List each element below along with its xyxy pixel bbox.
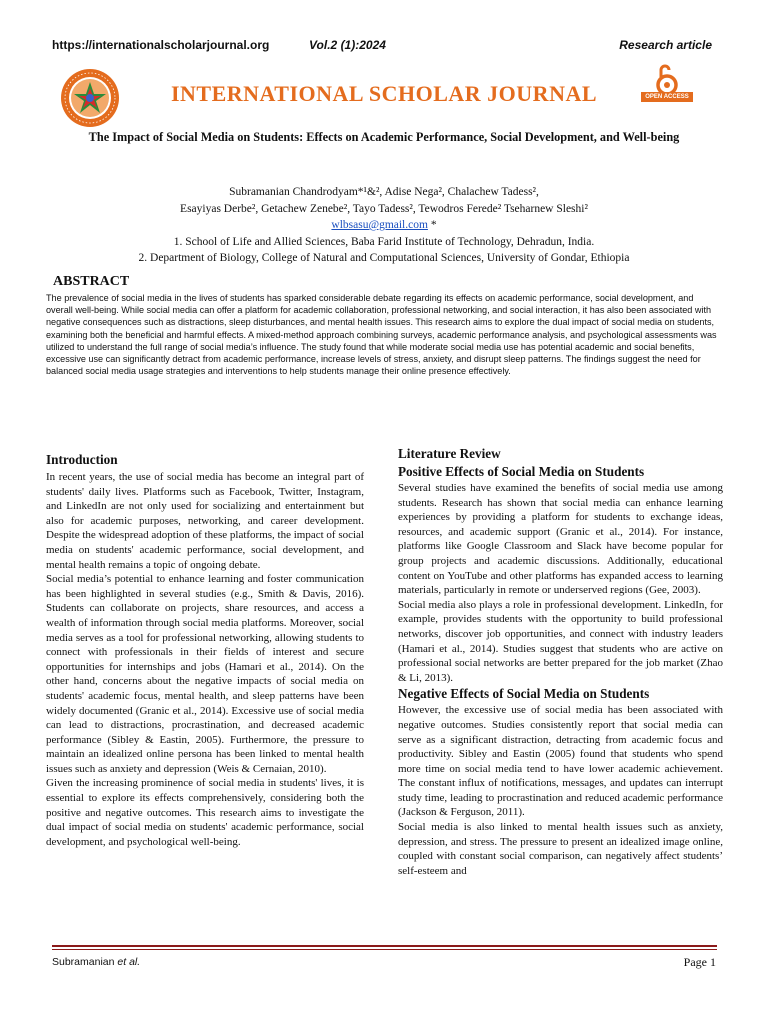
literature-column bbox=[398, 445, 723, 878]
volume-info: Vol.2 (1):2024 bbox=[309, 38, 386, 52]
footer-author bbox=[52, 956, 140, 968]
authors-line: Subramanian Chandrodyam*¹&², Adise Nega², Chalachew Tadess², bbox=[229, 186, 539, 198]
paragraph: Social media’s potential to enhance learning and foster communication has been highlighted in several studies (e.g., Smith & Davis, 2016). Students can collaborate on projects, share resources, and access a wealth of information through social media platforms. Moreover, social media serves as a tool for professional networking, allowing students to connect with professionals in their fields of interest and secure opportunities for internships and jobs (Hamari et al., 2014). On the other hand, concerns about the negative impacts of social media on students' academic focus, mental health, and sleep patterns have been widely documented (Granic et al., 2014). Excessive use of social media can lead to distractions, procrastination, and decreased academic performance (Sibley & Eastin, 2005). Furthermore, the pressure to maintain an idealized online persona has been linked to mental health issues such as anxiety and depression (Weis & Cernaian, 2010). bbox=[46, 573, 364, 775]
affiliation: 1. School of Life and Allied Sciences, Baba Farid Institute of Technology, Dehradun, India. bbox=[173, 235, 595, 248]
abstract-heading: ABSTRACT bbox=[53, 274, 130, 289]
paragraph: In recent years, the use of social media has become an integral part of students' daily lives. Platforms such as Facebook, Twitter, Instagram, and LinkedIn are not only used for socializing and entertainment but also for academic purposes, networking, and career development. Despite the widespread adoption of these platforms, the impact of social media on students' academic performance, social development, and mental health remains a topic of ongoing debate. bbox=[46, 471, 364, 571]
authors-line: Esayiyas Derbe², Getachew Zenebe², Tayo Tadess², Tewodros Ferede² Tseharnew Sleshi² bbox=[180, 202, 588, 215]
journal-name: INTERNATIONAL SCHOLAR JOURNAL bbox=[170, 81, 598, 106]
footer-divider bbox=[52, 949, 717, 950]
introduction-heading: Introduction bbox=[46, 452, 118, 467]
literature-review-heading: Literature Review bbox=[398, 446, 501, 461]
paragraph: Social media also plays a role in professional development. LinkedIn, for example, provides students with the opportunity to build professional networks, discover job opportunities, and connect with industry leaders (Hamari et al., 2014). Studies suggest that students who are active on professional social networks are better prepared for the job market (Zhao & Li, 2013). bbox=[398, 598, 723, 684]
abstract-body: The prevalence of social media in the lives of students has sparked considerable debate regarding its effects on academic performance, social development, and overall well-being. While social media can offer a platform for academic collaboration, professional networking, and social interaction, it has also been associated with negative consequences such as distractions, sleep disturbances, and mental health issues. This research aims to explore the dual impact of social media on students, examining both the beneficial and harmful effects. A mixed-method approach combining surveys, academic performance analysis, and psychological assessments was utilized to understand the full range of social media’s influence. The study found that while moderate social media use has potential academic and social benefits, excessive use can significantly detract from academic performance, increase levels of stress, anxiety, and disrupt sleep patterns. The findings suggest the need for balanced social media usage strategies and interventions to help students manage their online presence effectively. bbox=[46, 293, 717, 377]
author-block bbox=[0, 184, 768, 267]
email-marker: * bbox=[427, 219, 437, 231]
paragraph: Several studies have examined the benefits of social media use among students. Research has shown that social media can enhance learning experiences by providing a platform for students to exchange ideas, resources, and academic support (Granic et al., 2014). For instance, platforms like Google Classroom and Slack have become popular for group projects and academic discussions. Additionally, educational content on YouTube and other platforms has expanded access to learning materials, particularly in remote or underserved regions (Gee, 2003). bbox=[398, 482, 723, 597]
footer-divider bbox=[52, 945, 717, 947]
footer-author-name: Subramanian bbox=[52, 956, 115, 968]
positive-effects-heading: Positive Effects of Social Media on Students bbox=[398, 464, 645, 479]
paper-title: The Impact of Social Media on Students: Effects on Academic Performance, Social Development, and Well-being bbox=[88, 130, 680, 144]
affiliation: 2. Department of Biology, College of Natural and Computational Sciences, University of Gondar, Ethiopia bbox=[138, 252, 630, 264]
open-access-badge: OPEN ACCESS bbox=[641, 92, 693, 102]
corresponding-email-line bbox=[0, 217, 768, 234]
paragraph: However, the excessive use of social media has been associated with negative outcomes. Studies consistently report that social media can serve as a significant distraction, detracting from academic focus and productivity. Sibley and Eastin (2005) found that students who spend more time on social media tend to have lower academic achievement. The constant influx of notifications, messages, and updates can interrupt study time, leading to procrastination and reduced academic performance (Jackson & Ferguson, 2011). bbox=[398, 704, 723, 819]
paragraph: Social media is also linked to mental health issues such as anxiety, depression, and stress. The pressure to present an idealized image online, coupled with constant social comparison, can negatively affect students’ self-esteem and bbox=[398, 821, 723, 877]
introduction-column bbox=[46, 452, 364, 849]
email-link[interactable]: wlbsasu@gmail.com bbox=[331, 219, 428, 231]
journal-url[interactable]: https://internationalscholarjournal.org bbox=[52, 38, 270, 52]
paragraph: Given the increasing prominence of social media in students' lives, it is essential to explore its effects comprehensively, considering both the positive and negative outcomes. This research aims to investigate the dual impact of social media on students' academic performance, social development, and psychological well-being. bbox=[46, 777, 364, 848]
negative-effects-heading: Negative Effects of Social Media on Students bbox=[398, 686, 650, 702]
footer-author-suffix: et al. bbox=[117, 956, 141, 968]
page-number: Page 1 bbox=[683, 955, 716, 969]
running-header bbox=[52, 38, 712, 54]
article-type: Research article bbox=[619, 38, 712, 52]
